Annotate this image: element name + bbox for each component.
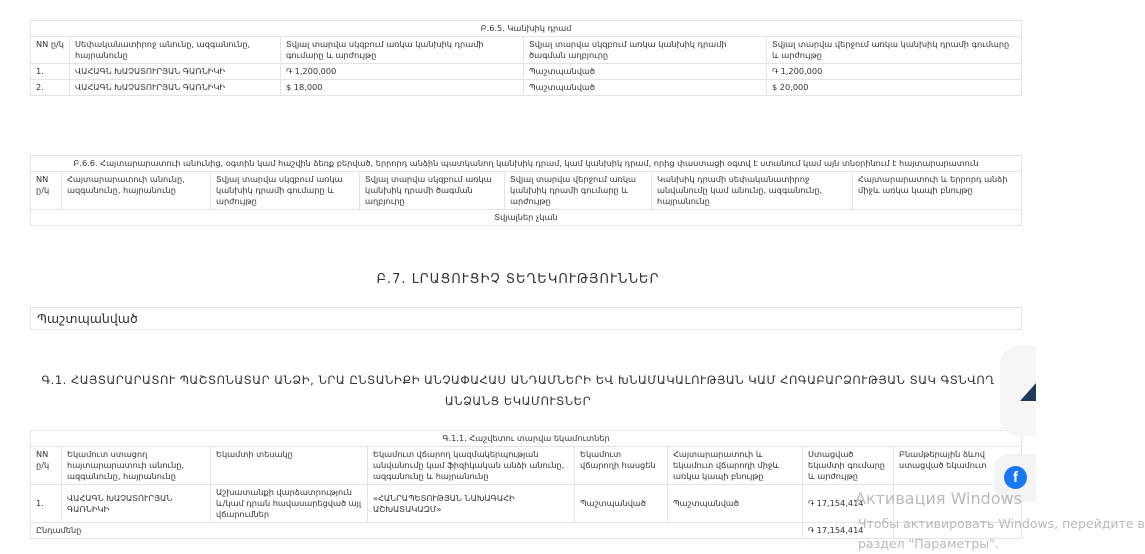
table-cell: ՎԱՀԱԳՆ ԽԱՉԱՏՈՒՐՅԱՆ ԳԱՌՆԻԿԻ bbox=[70, 64, 281, 80]
column-header: Եկամուտ վճարող կազմակերպության անվանումը կամ ֆիզիկական անձի անունը, ազգանունը և հայրանունը bbox=[368, 447, 575, 485]
table-cell: Պաշտպանված bbox=[524, 80, 767, 96]
column-header: NN ը/կ bbox=[31, 447, 62, 485]
arrow-up-icon[interactable] bbox=[1020, 383, 1036, 401]
column-header: Եկամտի տեսակը bbox=[211, 447, 368, 485]
column-header: Եկամուտ ստացող հայտարարատուի անունը, ազգանունը, հայրանունը bbox=[62, 447, 211, 485]
section-heading-g1-line1: Գ.1. ՀԱՅՏԱՐԱՐԱՏՈՒ ՊԱՇՏՈՆԱՏԱՐ ԱՆՁԻ, ՆՐԱ ԸՆՏԱՆԻՔԻ ԱՆՉԱՓԱՀԱՍ ԱՆԴԱՄՆԵՐԻ ԵՎ ԽՆԱՄԱԿԱԼՈՒԹՅԱՆ ԿԱՄ ՀՈԳԱԲԱՐՁՈՒԹՅԱՆ ՏԱԿ ԳՏՆՎՈՂ bbox=[41, 373, 995, 387]
windows-activation-title: Активация Windows bbox=[855, 489, 1022, 508]
table-header-row bbox=[31, 172, 1022, 210]
table-cell: $ 18,000 bbox=[281, 80, 524, 96]
column-header: Եկամուտ վճարողի հասցեն bbox=[575, 447, 668, 485]
windows-activation-text bbox=[858, 514, 1145, 554]
section-heading-g1-line2: ԱՆՁԱՆՑ ԵԿԱՄՈՒՏՆԵՐ bbox=[444, 394, 592, 408]
column-header: NN ը/կ bbox=[31, 37, 70, 64]
table-cell: ՎԱՀԱԳՆ ԽԱՉԱՏՈՒՐՅԱՆ ԳԱՌՆԻԿԻ bbox=[62, 485, 211, 523]
cash-table-caption: Բ.6.5. Կանխիկ դրամ bbox=[31, 21, 1022, 37]
column-header: Տվյալ տարվա սկզբում առկա կանխիկ դրամի գումարը և արժույթը bbox=[281, 37, 524, 64]
table-cell: ֏ 17,154,414 bbox=[803, 485, 894, 523]
table-header-row bbox=[31, 447, 1022, 485]
table-row bbox=[31, 210, 1022, 226]
total-label: Ընդամենը bbox=[31, 523, 803, 539]
column-header: Տվյալ տարվա վերջում առկա կանխիկ դրամի գումարը և արժույթը bbox=[505, 172, 652, 210]
column-header: Տվյալ տարվա վերջում առկա կանխիկ դրամի գումարը և արժույթը bbox=[767, 37, 1022, 64]
column-header: Հայտարարատուի անունը, ազգանունը, հայրանունը bbox=[62, 172, 211, 210]
income-table-caption: Գ.1.1. Հաշվետու տարվա եկամուտներ bbox=[31, 431, 1022, 447]
table-cell: ֏ 1,200,000 bbox=[281, 64, 524, 80]
table-row bbox=[31, 64, 1022, 80]
column-header: Տվյալ տարվա սկզբում առկա կանխիկ դրամի ծագման աղբյուրը bbox=[524, 37, 767, 64]
table-cell: 1. bbox=[31, 485, 62, 523]
column-header: Բնամթերային ձևով ստացված եկամուտ bbox=[894, 447, 1022, 485]
additional-info-box bbox=[30, 307, 1022, 330]
table-cell: Պաշտպանված bbox=[524, 64, 767, 80]
column-header: Հայտարարատուի և եկամուտ վճարողի միջև առկա կապի բնույթը bbox=[668, 447, 803, 485]
column-header: Կանխիկ դրամի սեփականատիրոջ անվանումը կամ անունը, ազգանունը, հայրանունը bbox=[652, 172, 853, 210]
table-cell: Պաշտպանված bbox=[668, 485, 803, 523]
table-cell: «ՀԱՆՐԱՊԵՏՈՒԹՅԱՆ ՆԱԽԱԳԱՀԻ ԱՇԽԱՏԱԿԱԶՄ» bbox=[368, 485, 575, 523]
table-cell: ՎԱՀԱԳՆ ԽԱՉԱՏՈՒՐՅԱՆ ԳԱՌՆԻԿԻ bbox=[70, 80, 281, 96]
table-cell: ֏ 1,200,000 bbox=[767, 64, 1022, 80]
table-cell: $ 20,000 bbox=[767, 80, 1022, 96]
third-party-cash-caption: Բ.6.6. Հայտարարատուի անունից, օգտին կամ հաշվին ձեռք բերված, երրորդ անձին պատկանող կանխիկ դրամ, կամ կանխիկ դրամ, որից փաստացի օգտվ է ստանում կամ այն տնօրինում է հայտարարատուն bbox=[31, 156, 1022, 172]
table-cell: 1. bbox=[31, 64, 70, 80]
windows-activation-line: раздел "Параметры". bbox=[858, 536, 999, 551]
column-header: Ստացված եկամտի գումարը և արժույթը bbox=[803, 447, 894, 485]
column-header: Սեփականատիրոջ անունը, ազգանունը, հայրանունը bbox=[70, 37, 281, 64]
table-row bbox=[31, 80, 1022, 96]
table-cell: Պաշտպանված bbox=[575, 485, 668, 523]
section-heading-b7: Բ.7. ԼՐԱՑՈՒՑԻՉ ՏԵՂԵԿՈՒԹՅՈՒՆՆԵՐ bbox=[376, 272, 660, 287]
facebook-icon[interactable]: f bbox=[1004, 466, 1027, 489]
windows-activation-line: Чтобы активировать Windows, перейдите в bbox=[858, 516, 1145, 531]
total-value: ֏ 17,154,414 bbox=[803, 523, 894, 539]
cash-table bbox=[30, 20, 1022, 96]
column-header: NN ը/կ bbox=[31, 172, 62, 210]
table-cell: 2. bbox=[31, 80, 70, 96]
column-header: Տվյալ տարվա սկզբում առկա կանխիկ դրամի ծագման աղբյուրը bbox=[360, 172, 505, 210]
column-header: Տվյալ տարվա սկզբում առկա կանխիկ դրամի գումարը և արժույթը bbox=[211, 172, 360, 210]
no-data-text: Տվյալներ չկան bbox=[31, 210, 1022, 226]
table-cell: Աշխատանքի վարձատրություն և/կամ դրան հավասարեցված այլ վճարումներ bbox=[211, 485, 368, 523]
column-header: Հայտարարատուի և երրորդ անձի միջև առկա կապի բնույթը bbox=[853, 172, 1022, 210]
table-header-row bbox=[31, 37, 1022, 64]
third-party-cash-table bbox=[30, 155, 1022, 226]
additional-info-value: Պաշտպանված bbox=[37, 311, 138, 326]
